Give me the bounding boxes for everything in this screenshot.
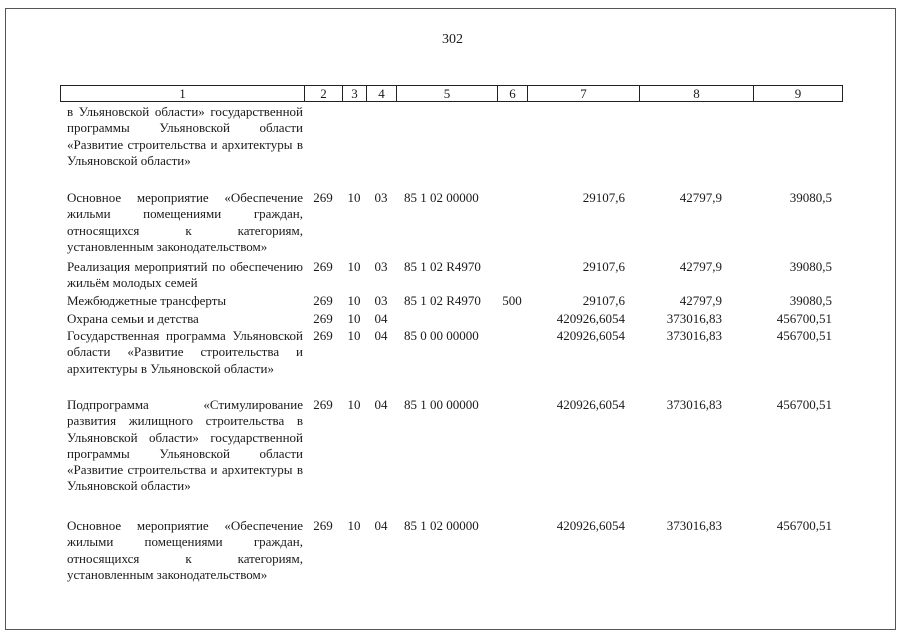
cell-col-9: 39080,5 (789, 190, 832, 205)
cell-col-4: 04 (374, 518, 388, 533)
cell-col-8: 373016,83 (666, 518, 722, 533)
row-name: Межбюджетные трансферты (67, 293, 227, 308)
cell-col-4: 03 (374, 190, 388, 205)
cell-col-4: 03 (374, 259, 388, 274)
cell-col-5: 85 1 02 R4970 (404, 259, 481, 274)
cell-col-7: 29107,6 (582, 293, 625, 308)
header-col-3: 3 (343, 86, 367, 102)
cell-col-6: 500 (502, 293, 522, 308)
cell-col-5: 85 0 00 00000 (404, 328, 479, 343)
cell-col-7: 420926,6054 (556, 328, 625, 343)
cell-col-4: 04 (374, 397, 388, 412)
cell-col-4: 04 (374, 328, 388, 343)
cell-col-7: 420926,6054 (556, 518, 625, 533)
header-col-5: 5 (397, 86, 498, 102)
cell-col-8: 373016,83 (666, 311, 722, 326)
cell-col-3: 10 (347, 311, 361, 326)
header-col-8: 8 (640, 86, 754, 102)
cell-col-9: 456700,51 (776, 397, 832, 412)
row-name: Государственная программа Ульяновской области «Развитие строительства и архитектуры в Ульяновской области» (67, 328, 303, 376)
header-col-2: 2 (305, 86, 343, 102)
cell-col-2: 269 (313, 328, 333, 343)
cell-col-7: 420926,6054 (556, 311, 625, 326)
header-col-6: 6 (498, 86, 528, 102)
header-col-7: 7 (528, 86, 640, 102)
cell-col-7: 29107,6 (582, 190, 625, 205)
row-name: Основное мероприятие «Обеспечение жилыми помещениями граждан, относящихся к категориям, установленным законодательством» (67, 518, 303, 582)
row-name: Охрана семьи и детства (67, 311, 199, 326)
cell-col-9: 456700,51 (776, 311, 832, 326)
cell-col-8: 42797,9 (679, 293, 722, 308)
row-name: Подпрограмма «Стимулирование развития жилищного строительства в Ульяновской области» государственной программы Ульяновской области «Развитие строительства и архитектуры в Ульяновской области» (67, 397, 303, 494)
table-header (60, 85, 843, 102)
row-name: в Ульяновской области» государственной программы Ульяновской области «Развитие строительства и архитектуры в Ульяновской области» (67, 104, 303, 168)
cell-col-2: 269 (313, 259, 333, 274)
cell-col-2: 269 (313, 311, 333, 326)
cell-col-8: 42797,9 (679, 190, 722, 205)
cell-col-8: 373016,83 (666, 328, 722, 343)
cell-col-9: 456700,51 (776, 328, 832, 343)
cell-col-3: 10 (347, 397, 361, 412)
cell-col-2: 269 (313, 397, 333, 412)
row-name: Реализация мероприятий по обеспечению жильём молодых семей (67, 259, 303, 291)
cell-col-9: 39080,5 (789, 259, 832, 274)
header-col-1: 1 (61, 86, 305, 102)
cell-col-7: 29107,6 (582, 259, 625, 274)
cell-col-8: 373016,83 (666, 397, 722, 412)
cell-col-3: 10 (347, 328, 361, 343)
cell-col-2: 269 (313, 293, 333, 308)
header-col-9: 9 (754, 86, 843, 102)
cell-col-5: 85 1 00 00000 (404, 397, 479, 412)
cell-col-7: 420926,6054 (556, 397, 625, 412)
cell-col-3: 10 (347, 259, 361, 274)
page-number: 302 (442, 32, 463, 47)
cell-col-9: 39080,5 (789, 293, 832, 308)
cell-col-5: 85 1 02 R4970 (404, 293, 481, 308)
cell-col-2: 269 (313, 190, 333, 205)
cell-col-9: 456700,51 (776, 518, 832, 533)
cell-col-4: 03 (374, 293, 388, 308)
cell-col-3: 10 (347, 518, 361, 533)
cell-col-2: 269 (313, 518, 333, 533)
header-col-4: 4 (367, 86, 397, 102)
row-name: Основное мероприятие «Обеспечение жильми помещениями граждан, относящихся к категориям, установленным законодательством» (67, 190, 303, 254)
cell-col-3: 10 (347, 293, 361, 308)
cell-col-8: 42797,9 (679, 259, 722, 274)
cell-col-5: 85 1 02 00000 (404, 190, 479, 205)
cell-col-5: 85 1 02 00000 (404, 518, 479, 533)
cell-col-3: 10 (347, 190, 361, 205)
cell-col-4: 04 (374, 311, 388, 326)
